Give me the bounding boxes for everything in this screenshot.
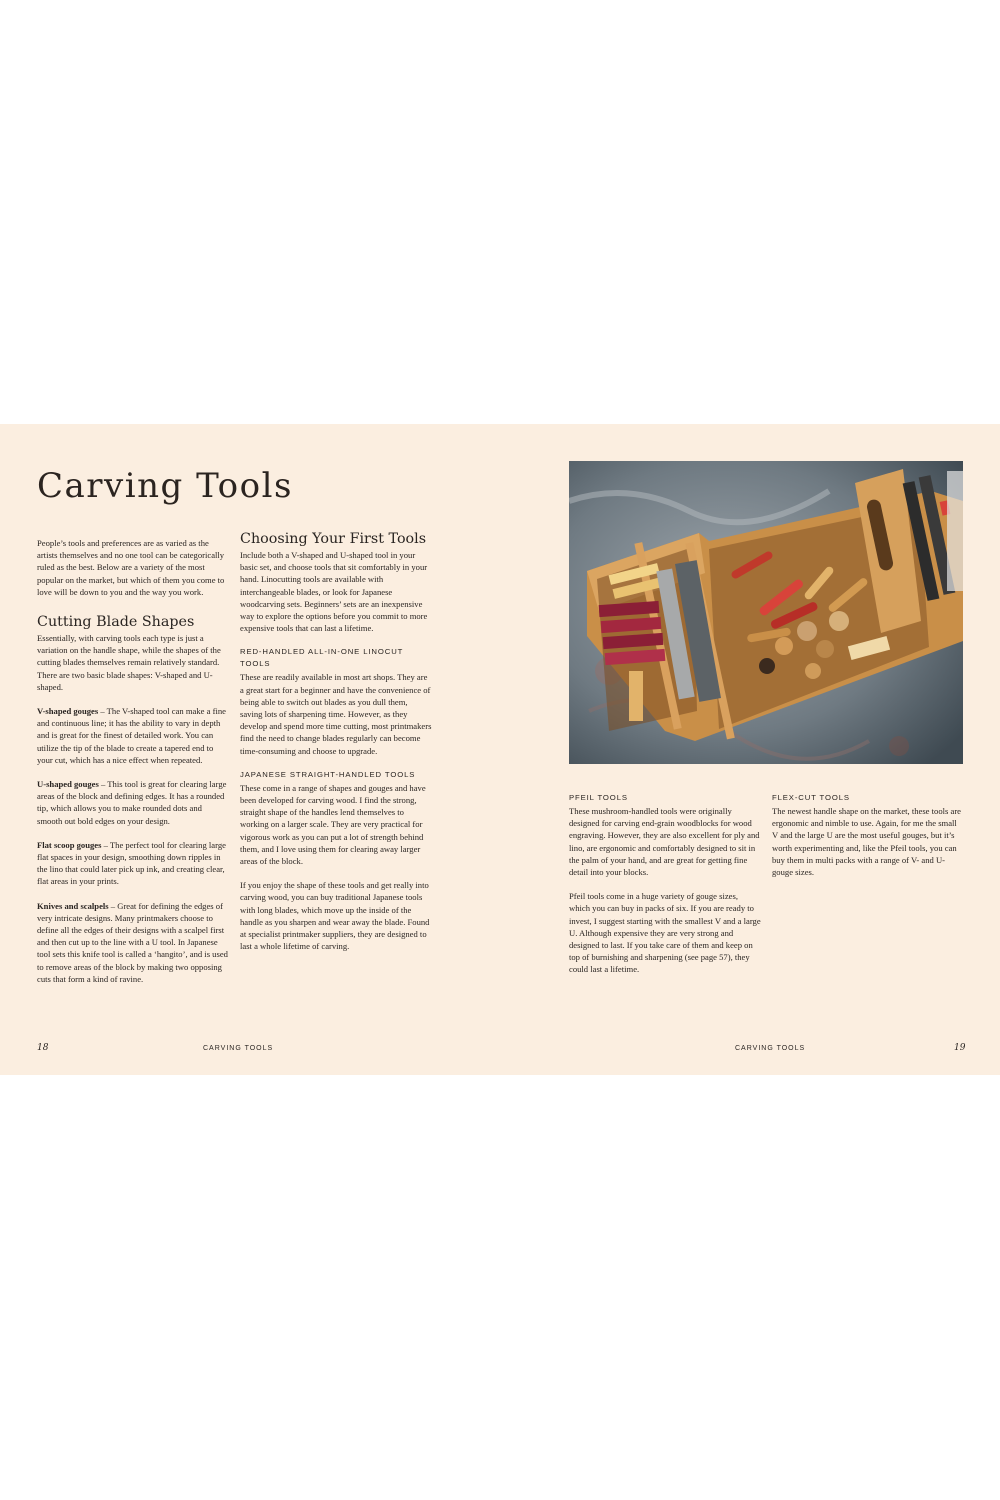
column-4 — [772, 792, 964, 890]
page-title: Carving Tools — [37, 466, 293, 506]
column-3 — [569, 792, 761, 988]
right-page-number: 19 — [954, 1043, 966, 1053]
blade-shapes-paragraph: Essentially, with carving tools each type is just a variation on the handle shape, while the shapes of the cutting blades themselves remain relatively standard. There are two basic blade shapes: V-shaped and U-shaped. — [37, 633, 221, 692]
knives-text: – Great for defining the edges of very intricate designs. Many printmakers choose to define all the edges of their designs with a scalpel first and then cut up to the line with a U tool. In Japanese tool sets this knife tool is called a ‘hangito’, and is used to remove areas of the block by making two opposing cuts that form a kind of ravine. — [37, 900, 228, 984]
subheading-red-handled: RED-HANDLED ALL-IN-ONE LINOCUT TOOLS — [240, 647, 404, 669]
knives-paragraph — [37, 900, 229, 985]
v-gouge-term: V-shaped gouges — [37, 706, 99, 717]
flat-scoop-paragraph — [37, 839, 229, 888]
red-handled-paragraph: These are readily available in most art shops. They are a great start for a beginner and have the convenience of being able to switch out blades as you dull them, saving lots of sharpening time. However, as they develop and spend more time cutting, most printmakers find the need to change blades regularly can become time-consuming and choose to upgrade. — [240, 672, 432, 756]
subheading-japanese: JAPANESE STRAIGHT-HANDLED TOOLS — [240, 769, 416, 779]
subheading-pfeil: PFEIL TOOLS — [569, 793, 628, 802]
left-running-header: CARVING TOOLS — [203, 1045, 274, 1052]
flat-scoop-text: – The perfect tool for clearing large flat spaces in your design, smoothing down ripples in the lino that could later pick up ink, and creating clear, flat areas in your prints. — [37, 839, 226, 887]
u-gouge-term: U-shaped gouges — [37, 779, 99, 790]
flat-scoop-term: Flat scoop gouges — [37, 839, 102, 850]
toolbox-photo — [569, 461, 963, 764]
toolbox-illustration — [569, 461, 963, 764]
pfeil-paragraph-2: Pfeil tools come in a huge variety of gouge sizes, which you can buy in packs of six. If you are ready to invest, I suggest starting with the smallest V and a large U. Although expensive they are very strong and designed to last. If you take care of them and keep on top of burnishing and sharpening (see page 57), they could last a lifetime. — [569, 891, 761, 975]
japanese-paragraph-2: If you enjoy the shape of these tools and get really into carving wood, you can buy traditional Japanese tools with long blades, which move up the inside of the handle as you sharpen and wear away the blade. Found at specialist printmaker suppliers, they are designed to last a whole lifetime of carving. — [240, 880, 430, 952]
u-gouge-paragraph — [37, 778, 229, 827]
v-gouge-paragraph — [37, 705, 229, 766]
section-heading-choosing-tools: Choosing Your First Tools — [240, 531, 427, 547]
subheading-flex-cut: FLEX-CUT TOOLS — [772, 793, 850, 802]
flex-cut-paragraph: The newest handle shape on the market, these tools are ergonomic and nimble to use. Again, for me the small V and the large U are the most useful gouges, but it’s worth experimenting and, like the Pfeil tools, you can buy them in multi packs with a range of V- and U-gouge sizes. — [772, 806, 961, 878]
column-1 — [37, 537, 229, 997]
column-2 — [240, 531, 432, 964]
u-gouge-text: – This tool is great for clearing large areas of the block and defining edges. It has a rounded tip, which allows you to make rounded dots and smooth out bold edges on your design. — [37, 779, 227, 826]
choosing-paragraph: Include both a V-shaped and U-shaped tool in your basic set, and choose tools that sit comfortably in your hand. Linocutting tools are available with interchangeable blades, or look for Japanese woodcarving sets. Beginners’ sets are an inexpensive way to explore the options before you commit to more expensive tools that can last a lifetime. — [240, 550, 428, 634]
right-running-header: CARVING TOOLS — [735, 1045, 806, 1052]
intro-paragraph: People’s tools and preferences are as varied as the artists themselves and no one tool can be categorically ruled as the best. Below are a variety of the most popular on the market, but which of them you come to love will be down to you and the way you work. — [37, 538, 225, 597]
section-heading-cutting-blade-shapes: Cutting Blade Shapes — [37, 614, 195, 631]
v-gouge-text: – The V-shaped tool can make a fine and continuous line; it has the ability to vary in depth and is great for the finest of detailed work. You can utilize the tip of the blade to create a tapered end to your cut, which has a nice effect when repeated. — [37, 706, 226, 765]
left-page-number: 18 — [37, 1043, 49, 1053]
pfeil-paragraph-1: These mushroom-handled tools were originally designed for carving end-grain woodblocks for wood engraving. However, they are also excellent for ply and lino, are ergonomic and comfortably designed to sit in the palm of your hand, and are great for getting fine detail into your blocks. — [569, 806, 760, 878]
knives-term: Knives and scalpels — [37, 900, 109, 911]
japanese-paragraph-1: These come in a range of shapes and gouges and have been developed for carving wood. I find the strong, straight shape of the handles lend themselves to working on a larger scale. They are very practical for vigorous work as you can put a lot of strength behind them, and I love using them for clearing away larger areas of the block. — [240, 782, 426, 867]
